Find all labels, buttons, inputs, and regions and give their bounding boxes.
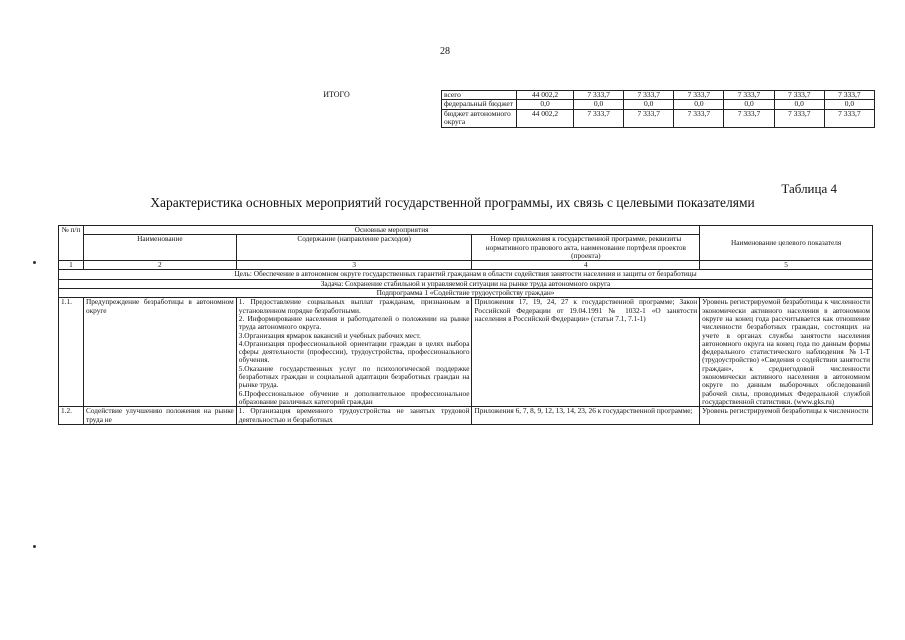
- content-item: 6.Профессиональное обучение и дополнительное профессиональное образование различных категорий граждан: [238, 388, 470, 406]
- events-table: [58, 225, 873, 425]
- table-cell: 0,0: [724, 100, 774, 109]
- margin-mark: [33, 545, 36, 548]
- row-appendix: Приложения 6, 7, 8, 9, 12, 13, 14, 23, 26 к государственной программе;: [472, 407, 700, 425]
- table-cell: 7 333,7: [574, 109, 624, 127]
- header-name: Наименование: [83, 235, 236, 261]
- totals-row-name: бюджет автономного округа: [442, 109, 517, 127]
- content-item: 3.Организация ярмарок вакансий и учебных рабочих мест.: [238, 330, 421, 340]
- totals-label: ИТОГО: [323, 89, 350, 99]
- table-cell: 7 333,7: [624, 109, 674, 127]
- content-item: 2. Информирование населения и работодателей о положении на рынке труда автономного округа.: [238, 313, 470, 332]
- page-title: Характеристика основных мероприятий государственной программы, их связь с целевыми показателями: [150, 195, 755, 210]
- task-text: Задача: Сохранение стабильной и управляемой ситуации на рынке труда автономного округа: [59, 279, 873, 288]
- column-number: 2: [83, 261, 236, 270]
- goal-text: Цель: Обеспечение в автономном округе государственных гарантий гражданам в области содействия занятости населения и защиты от безработицы: [59, 270, 873, 279]
- subprogram-text: Подпрограмма 1 «Содействие трудоустройству граждан»: [59, 289, 873, 298]
- column-number: 5: [700, 261, 873, 270]
- column-number: 3: [236, 261, 472, 270]
- row-indicator: Уровень регистрируемой безработицы к численности: [700, 407, 873, 425]
- totals-row-name: всего: [442, 91, 517, 100]
- table-cell: 7 333,7: [574, 91, 624, 100]
- table-cell: 7 333,7: [824, 109, 874, 127]
- totals-table: [232, 90, 875, 128]
- table-cell: 7 333,7: [724, 91, 774, 100]
- table-cell: 0,0: [674, 100, 724, 109]
- content-item: 5.Оказание государственных услуг по психологической поддержке безработных граждан и социальной адаптации безработных граждан на рынке труда.: [238, 363, 470, 390]
- table-cell: 7 333,7: [774, 91, 824, 100]
- table-cell: 44 002,2: [517, 109, 574, 127]
- table-cell: 0,0: [624, 100, 674, 109]
- row-content: [236, 407, 472, 425]
- totals-row-name: федеральный бюджет: [442, 100, 517, 109]
- row-num: 1.1.: [59, 298, 84, 407]
- table-cell: 0,0: [517, 100, 574, 109]
- row-indicator: Уровень регистрируемой безработицы к численности экономически активного населения в автономном округе на конец года рассчитывается как отношение численности безработных граждан, состоящих на учете в органах службы занятости населения автономного округа на конец года по данным формы федерального статистического наблюдения №1-Т (трудоустройство) «Сведения о содействии занятости граждан», к среднегодовой численности экономически активного населения в автономном округе по данным выборочных обследований рабочей силы, проводимых Федеральной службой государственной статистики. (www.gks.ru): [700, 298, 873, 407]
- table-label: Таблица 4: [781, 181, 837, 196]
- table-cell: 44 002,2: [517, 91, 574, 100]
- column-number: 4: [472, 261, 700, 270]
- row-name: Предупреждение безработицы в автономном округе: [83, 298, 236, 407]
- table-cell: 7 333,7: [824, 91, 874, 100]
- table-cell: 7 333,7: [724, 109, 774, 127]
- table-cell: 0,0: [774, 100, 824, 109]
- header-indicator: Наименование целевого показателя: [700, 226, 873, 261]
- table-cell: 0,0: [824, 100, 874, 109]
- page-number: 28: [440, 46, 450, 57]
- content-item: 1. Организация временного трудоустройства не занятых трудовой деятельностью и безработных: [238, 406, 470, 424]
- table-cell: 0,0: [574, 100, 624, 109]
- table-row: [59, 407, 873, 425]
- table-row: [59, 298, 873, 407]
- header-main-events: Основные мероприятия: [83, 226, 699, 235]
- table-row: [232, 91, 875, 100]
- header-num: № п/п: [59, 226, 84, 261]
- column-number: 1: [59, 261, 84, 270]
- goal-row: [59, 270, 873, 279]
- table-cell: 7 333,7: [674, 91, 724, 100]
- row-content: [236, 298, 472, 407]
- header-content: Содержание (направление расходов): [236, 235, 472, 261]
- header-appendix: Номер приложения к государственной программе, реквизиты нормативного правового акта, наименование портфеля проектов (проекта): [472, 235, 700, 261]
- content-item: 4.Организация профессиональной ориентации граждан в целях выбора сферы деятельности (профессии), трудоустройства, профессионального обучения.: [238, 338, 470, 365]
- row-num: 1.2.: [59, 407, 84, 425]
- table-cell: 7 333,7: [774, 109, 824, 127]
- margin-mark: [33, 261, 36, 264]
- table-cell: 7 333,7: [624, 91, 674, 100]
- content-item: 1. Предоставление социальных выплат гражданам, признанным в установленном порядке безработными.: [238, 297, 470, 315]
- row-appendix: Приложения 17, 19, 24, 27 к государственной программе; Закон Российской Федерации от 19.04.1991 № 1032-1 «О занятости населения в Российской Федерации» (статьи 7.1, 7.1-1): [472, 298, 700, 407]
- row-name: Содействие улучшению положения на рынке труда не: [83, 407, 236, 425]
- table-cell: 7 333,7: [674, 109, 724, 127]
